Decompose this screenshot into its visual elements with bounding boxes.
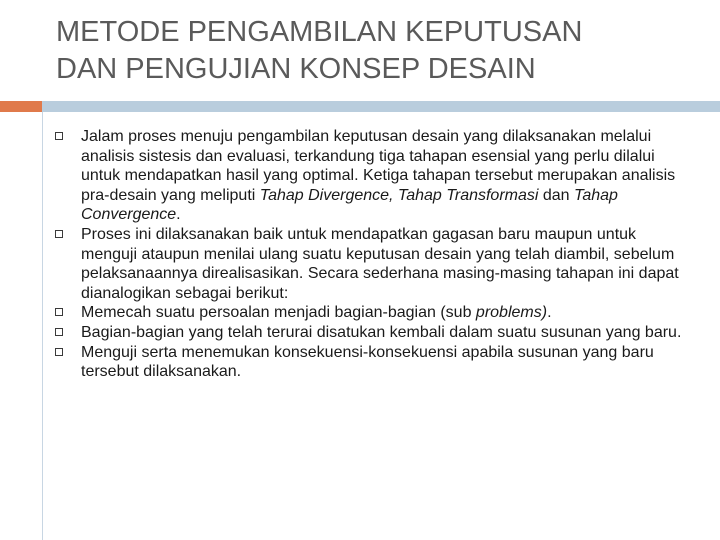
bullet-item-purpose bbox=[54, 225, 694, 303]
bullet-item-transformation bbox=[54, 323, 694, 343]
emphasis-term: Tahap Convergence bbox=[81, 186, 618, 224]
slide-title-line-1: METODE PENGAMBILAN KEPUTUSAN bbox=[56, 16, 583, 48]
bullet-text: Proses ini dilaksanakan baik untuk mendapatkan gagasan baru maupun untuk menguji ataupun menilai ulang suatu keputusan desain yang telah diambil, sebelum pelaksanaannya direalisasikan. Secara sederhana masing-masing tahapan ini dapat dianalogikan sebagai berikut: bbox=[81, 225, 679, 302]
emphasis-term: problems) bbox=[475, 304, 548, 322]
hollow-square-bullet-icon bbox=[55, 132, 63, 140]
hollow-square-bullet-icon bbox=[55, 328, 63, 336]
bullet-text: Jalam proses menuju pengambilan keputusan desain yang dilaksanakan melalui analisis sistesis dan evaluasi, terkandung tiga tahapan esensial yang perlu dilalui untuk mendapatkan hasil yang optimal. Ketiga tahapan tersebut merupakan analisis pra-desain yang meliputi Tahap Divergence, Tahap Transformasi dan Tahap Convergence. bbox=[81, 128, 676, 224]
bullet-text: Bagian-bagian yang telah terurai disatukan kembali dalam suatu susunan yang baru. bbox=[81, 323, 682, 341]
emphasis-term: Tahap Divergence, Tahap Transformasi bbox=[259, 186, 539, 204]
bullet-text: Memecah suatu persoalan menjadi bagian-bagian (sub problems). bbox=[81, 304, 552, 322]
slide-title bbox=[56, 14, 696, 88]
accent-bar-blue bbox=[42, 101, 720, 112]
bullet-item-divergence bbox=[54, 303, 694, 323]
slide-title-line-2: DAN PENGUJIAN KONSEP DESAIN bbox=[56, 53, 536, 85]
hollow-square-bullet-icon bbox=[55, 230, 63, 238]
bullet-list bbox=[54, 127, 694, 382]
hollow-square-bullet-icon bbox=[55, 308, 63, 316]
accent-block-orange bbox=[0, 101, 42, 112]
bullet-text: Menguji serta menemukan konsekuensi-konsekuensi apabila susunan yang baru tersebut dilaksanakan. bbox=[81, 343, 654, 381]
bullet-item-process bbox=[54, 127, 694, 225]
accent-divider-line bbox=[42, 112, 43, 540]
bullet-item-convergence bbox=[54, 343, 694, 382]
hollow-square-bullet-icon bbox=[55, 348, 63, 356]
